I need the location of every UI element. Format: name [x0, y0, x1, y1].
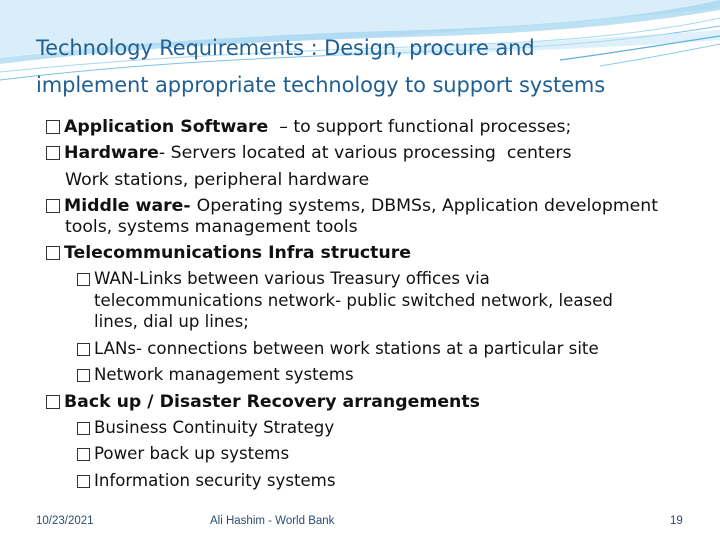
item-continuation: tools, systems management tools	[65, 217, 358, 237]
square-bullet-icon	[77, 448, 90, 461]
item-text: Servers located at various processing centers	[170, 143, 572, 163]
list-item	[46, 391, 480, 413]
sub-item-text: Network management systems	[94, 365, 354, 384]
sub-list-item	[77, 470, 336, 491]
title-line-2: implement appropriate technology to support systems	[36, 73, 606, 97]
square-bullet-icon	[46, 395, 60, 409]
list-item	[46, 142, 571, 164]
sub-item-text: WAN-Links between various Treasury offices via	[94, 269, 490, 288]
sub-list-item	[77, 417, 334, 438]
square-bullet-icon	[46, 146, 60, 160]
sub-item-continuation: telecommunications network- public switched network, leased	[94, 291, 613, 310]
square-bullet-icon	[77, 475, 90, 488]
item-heading: Back up / Disaster Recovery arrangements	[64, 392, 480, 412]
item-text: to support functional processes;	[293, 117, 572, 137]
footer-date: 10/23/2021	[36, 515, 94, 527]
item-continuation: Work stations, peripheral hardware	[65, 170, 370, 190]
sub-item-text: Business Continuity Strategy	[94, 418, 335, 437]
item-heading: Application Software	[64, 117, 269, 137]
sub-item-continuation: lines, dial up lines;	[94, 312, 249, 331]
square-bullet-icon	[46, 199, 60, 213]
item-heading: Middle ware-	[64, 196, 197, 216]
footer-page-number: 19	[670, 515, 683, 527]
item-separator: -	[158, 143, 171, 163]
item-heading: Telecommunications Infra structure	[64, 243, 411, 263]
square-bullet-icon	[46, 246, 60, 260]
square-bullet-icon	[77, 422, 90, 435]
sub-list-item	[77, 338, 599, 359]
sub-item-text: LANs- connections between work stations at a particular site	[94, 339, 599, 358]
square-bullet-icon	[46, 120, 60, 134]
list-item	[46, 116, 571, 138]
sub-item-text: Power back up systems	[94, 444, 290, 463]
sub-list-item	[77, 364, 354, 385]
item-heading: Hardware	[64, 143, 159, 163]
square-bullet-icon	[77, 273, 90, 286]
square-bullet-icon	[77, 343, 90, 356]
sub-list-item	[77, 268, 490, 289]
item-text: Operating systems, DBMSs, Application development	[196, 196, 659, 216]
sub-list-item	[77, 443, 289, 464]
list-item	[46, 242, 411, 264]
list-item	[46, 195, 658, 217]
sub-item-text: Information security systems	[94, 471, 336, 490]
square-bullet-icon	[77, 369, 90, 382]
title-line-1: Technology Requirements : Design, procure and	[36, 36, 535, 60]
footer-author: Ali Hashim - World Bank	[210, 515, 335, 527]
item-separator: –	[268, 117, 294, 137]
